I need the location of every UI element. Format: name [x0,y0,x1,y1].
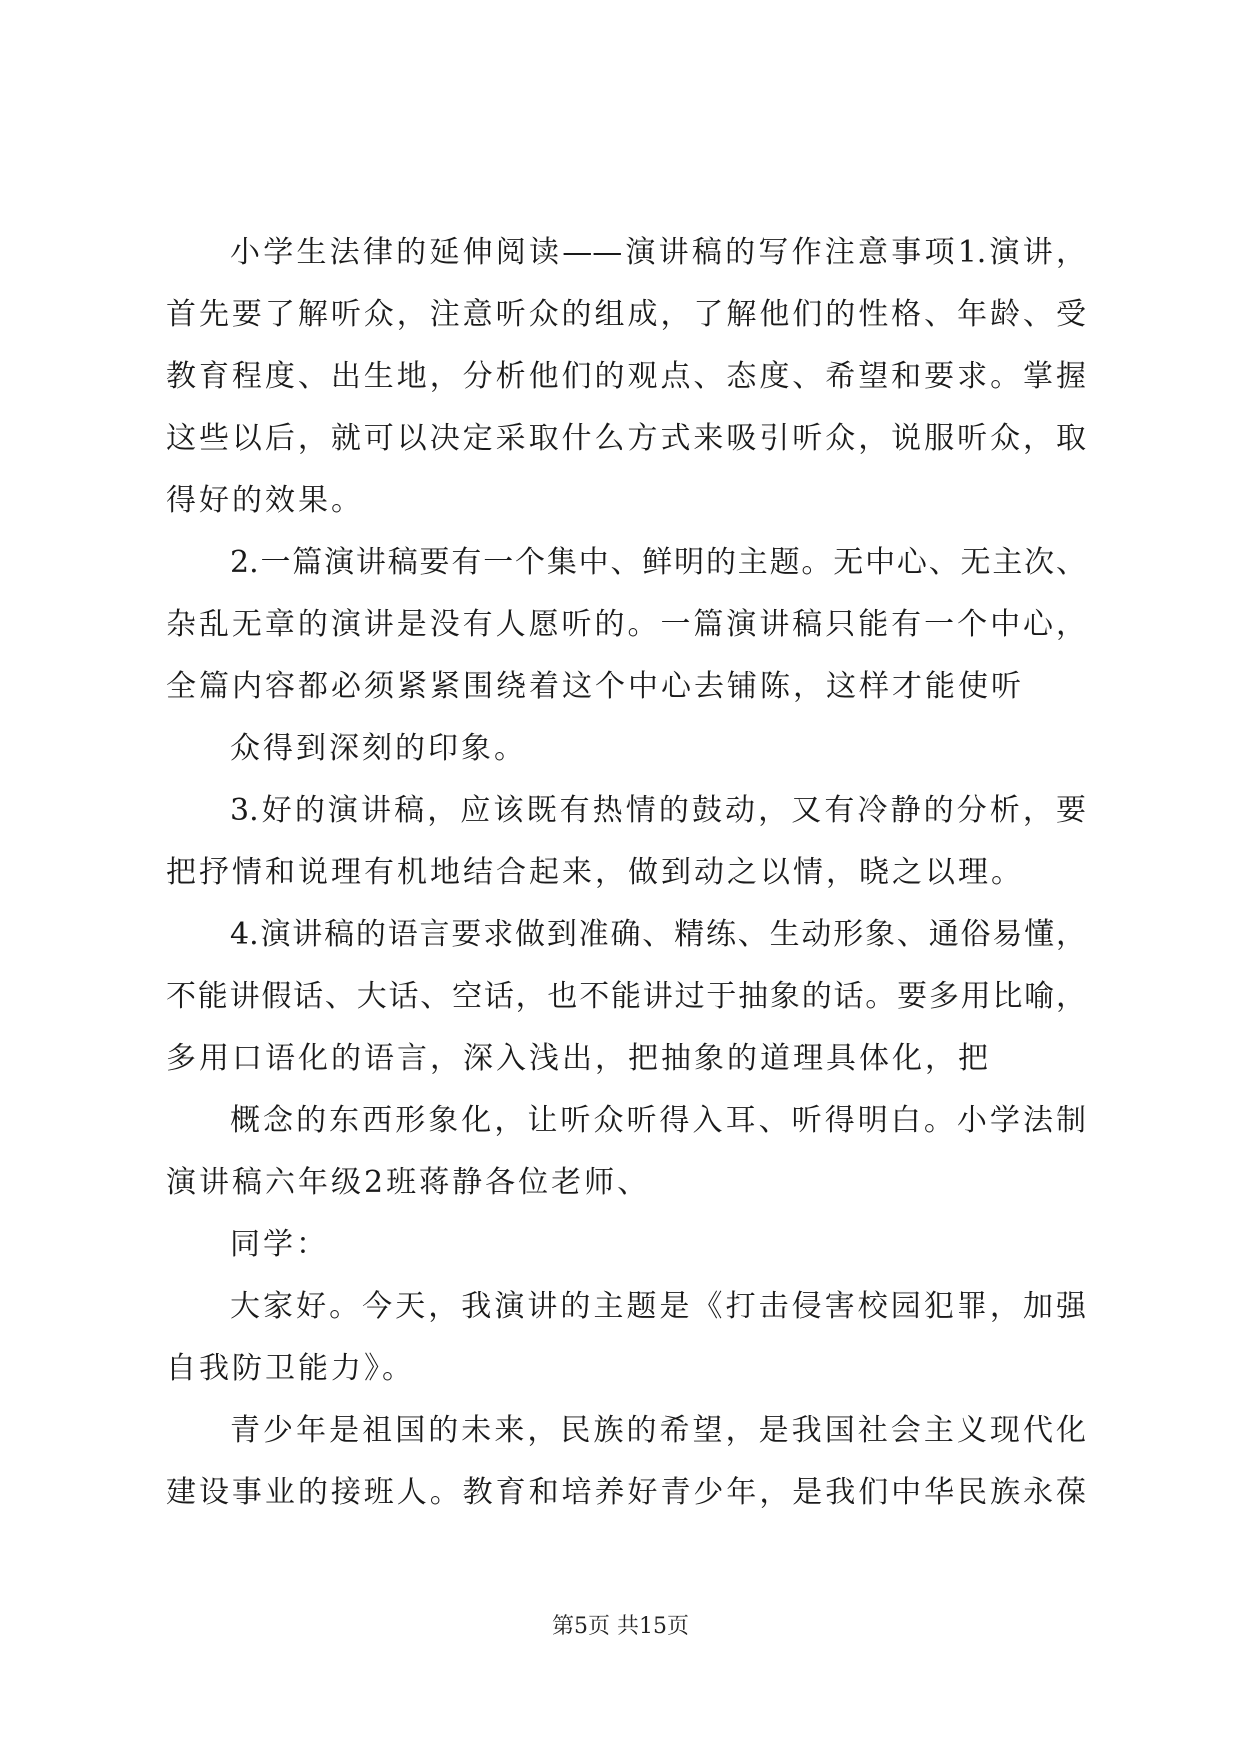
text-line-10: 3.好的演讲稿，应该既有热情的鼓动，又有冷静的分析，要 [230,793,1086,828]
text-line-8: 全篇内容都必须紧紧围绕着这个中心去铺陈，这样才能使听 [166,669,1024,704]
text-line-7: 杂乱无章的演讲是没有人愿听的。一篇演讲稿只能有一个中心， [166,607,1086,642]
text-line-16: 演讲稿六年级2班蒋静各位老师、 [166,1165,651,1200]
text-line-4: 这些以后，就可以决定采取什么方式来吸引听众，说服听众，取 [166,421,1086,456]
text-line-11: 把抒情和说理有机地结合起来，做到动之以情，晓之以理。 [166,855,1024,890]
text-line-15: 概念的东西形象化，让听众听得入耳、听得明白。小学法制 [230,1103,1086,1138]
page-number-footer: 第5页 共15页 [552,1614,689,1639]
text-line-12: 4.演讲稿的语言要求做到准确、精练、生动形象、通俗易懂， [230,917,1086,952]
text-line-18: 大家好。今天，我演讲的主题是《打击侵害校园犯罪，加强 [230,1289,1086,1324]
text-line-5: 得好的效果。 [166,483,364,518]
text-line-19: 自我防卫能力》。 [166,1351,415,1386]
text-line-14: 多用口语化的语言，深入浅出，把抽象的道理具体化，把 [166,1041,991,1076]
text-line-1: 小学生法律的延伸阅读——演讲稿的写作注意事项1.演讲， [230,235,1086,270]
body-text [166,222,1086,1524]
text-line-13: 不能讲假话、大话、空话，也不能讲过于抽象的话。要多用比喻， [166,979,1086,1014]
text-line-3: 教育程度、出生地，分析他们的观点、态度、希望和要求。掌握 [166,359,1086,394]
text-line-9: 众得到深刻的印象。 [230,731,527,766]
text-line-2: 首先要了解听众，注意听众的组成，了解他们的性格、年龄、受 [166,297,1086,332]
text-line-6: 2.一篇演讲稿要有一个集中、鲜明的主题。无中心、无主次、 [230,545,1086,580]
text-line-21: 建设事业的接班人。教育和培养好青少年，是我们中华民族永葆 [166,1475,1086,1510]
text-line-20: 青少年是祖国的未来，民族的希望，是我国社会主义现代化 [230,1413,1086,1448]
text-line-17: 同学： [230,1227,329,1262]
